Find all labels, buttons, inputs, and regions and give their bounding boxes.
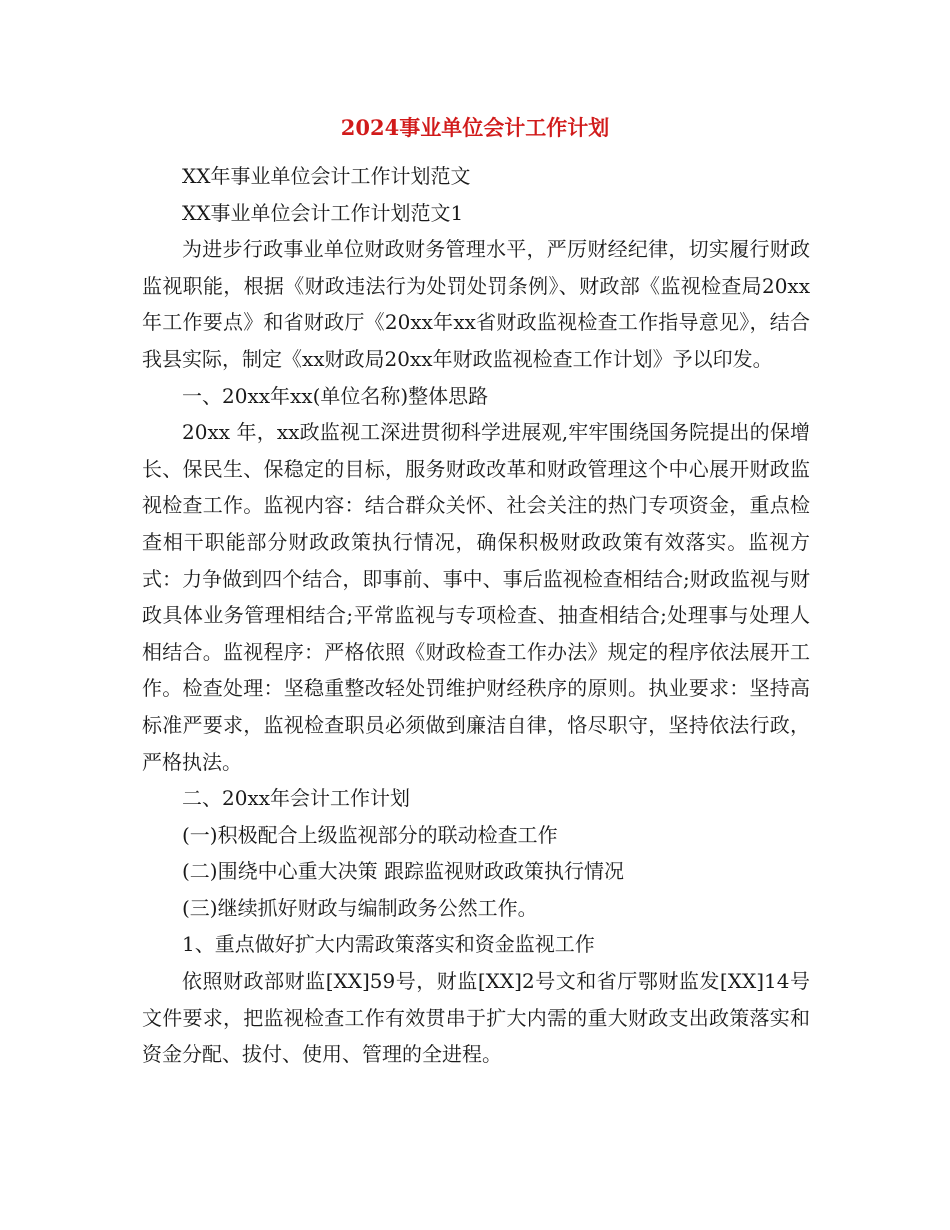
paragraph-item-3: (三)继续抓好财政与编制政务公然工作。: [182, 895, 538, 920]
paragraph-item-1: (一)积极配合上级监视部分的联动检查工作: [182, 822, 558, 847]
paragraph-section-heading: XX事业单位会计工作计划范文1: [182, 200, 464, 225]
paragraph-item-2: (二)围绕中心重大决策 跟踪监视财政政策执行情况: [182, 859, 624, 884]
paragraph-intro: 为进步行政事业单位财政财务管理水平，严厉财经纪律，切实履行财政监视职能，根据《财政违法行为处罚处罚条例》、财政部《监视检查局20xx年工作要点》和省财政厅《20xx年xx省财政监视检查工作指导意见》，结合我县实际，制定《xx财政局20xx年财政监视检查工作计划》予以印发。: [142, 237, 810, 371]
paragraph-heading-2: 二、20xx年会计工作计划: [182, 786, 411, 811]
document-body: [142, 158, 810, 1073]
paragraph-subitem-1: 1、重点做好扩大内需政策落实和资金监视工作: [182, 932, 595, 957]
paragraph-body-final: 依照财政部财监[XX]59号，财监[XX]2号文和省厅鄂财监发[XX]14号文件要求，把监视检查工作有效贯串于扩大内需的重大财政支出政策落实和资金分配、拔付、使用、管理的全进程。: [142, 969, 810, 1067]
paragraph-heading-1: 一、20xx年xx(单位名称)整体思路: [182, 383, 489, 408]
paragraph-subtitle: XX年事业单位会计工作计划范文: [182, 164, 471, 188]
paragraph-overview: 20xx 年，xx政监视工深进贯彻科学进展观,牢牢围绕国务院提出的保增长、保民生、保稳定的目标，服务财政改革和财政管理这个中心展开财政监视检查工作。监视内容：结合群众关怀、社会关注的热门专项资金，重点检查相干职能部分财政政策执行情况，确保积极财政政策有效落实。监视方式：力争做到四个结合，即事前、事中、事后监视检查相结合;财政监视与财政具体业务管理相结合;平常监视与专项检查、抽查相结合;处理事与处理人相结合。监视程序：严格依照《财政检查工作办法》规定的程序依法展开工作。检查处理：坚稳重整改轻处罚维护财经秩序的原则。执业要求：坚持高标准严要求，监视检查职员必须做到廉洁自律，恪尽职守，坚持依法行政，严格执法。: [142, 420, 810, 774]
document-title: 2024事业单位会计工作计划: [340, 115, 610, 140]
